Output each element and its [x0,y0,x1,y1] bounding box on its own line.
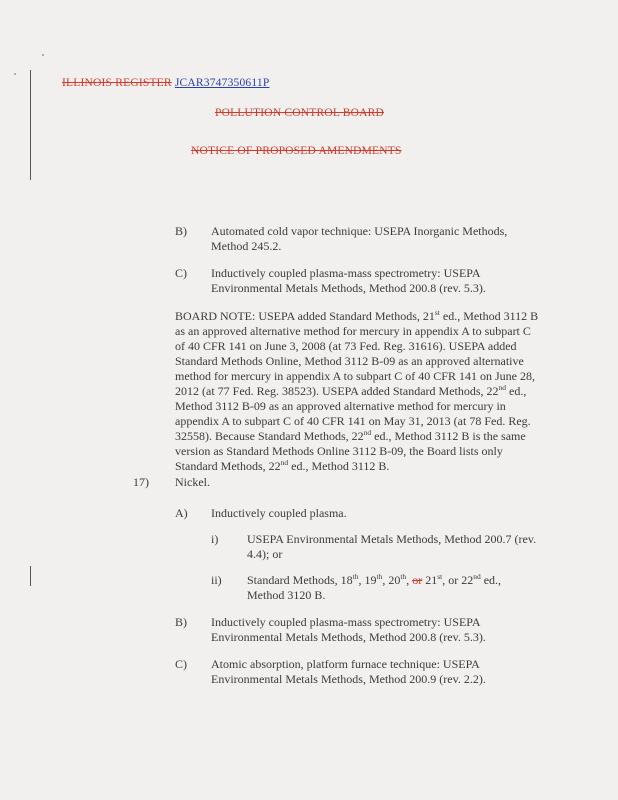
section-number: 17) [133,475,149,489]
struck-text: or [412,573,423,587]
subitem-label: i) [211,532,219,546]
register-header [62,77,269,89]
subitem-label: ii) [211,573,222,587]
subitem-text: Standard Methods, 18th, 19th, 20th, or 21st, or 22nd ed., Method 3120 B. [247,572,502,602]
revision-margin-bar [30,70,31,180]
item-label: B) [175,615,187,629]
item-text: Atomic absorption, platform furnace technique: USEPA Environmental Metals Methods, Method 200.9 (rev. 2.2). [211,657,486,686]
item-text: Inductively coupled plasma-mass spectrometry: USEPA Environmental Metals Methods, Method 200.8 (rev. 5.3). [211,615,486,644]
item-text: Inductively coupled plasma. [211,506,347,520]
item-label: A) [175,506,188,520]
register-struck: ILLINOIS REGISTER [62,77,172,89]
subitem-text: USEPA Environmental Metals Methods, Method 200.7 (rev. 4.4); or [247,532,537,561]
board-header: POLLUTION CONTROL BOARD [215,107,385,119]
item-text: Inductively coupled plasma-mass spectrometry: USEPA Environmental Metals Methods, Method 200.8 (rev. 5.3). [211,266,486,295]
revision-margin-bar [30,566,31,586]
notice-header: NOTICE OF PROPOSED AMENDMENTS [191,145,402,157]
item-label: B) [175,224,187,238]
register-inserted: JCAR3747350611P [174,77,270,89]
item-label: C) [175,266,187,280]
board-note: BOARD NOTE: USEPA added Standard Methods, 21st ed., Method 3112 B as an approved alternative method for mercury in appendix A to subpart C of 40 CFR 141 on June 3, 2008 (at 73 Fed. Reg. 31616). USEPA added Standard Methods Online, Method 3112 B-09 as an approved alternative method for mercury in appendix A to subpart C of 40 CFR 141 on June 28, 2012 (at 77 Fed. Reg. 38523). USEPA added Standard Methods, 22nd ed., Method 3112 B-09 as an approved alternative method for mercury in appendix A to subpart C of 40 CFR 141 on May 31, 2013 (at 78 Fed. Reg. 32558). Because Standard Methods, 22nd ed., Method 3112 B is the same version as Standard Methods Online 3112 B-09, the Board lists only Standard Methods, 22nd ed., Method 3112 B. [175,308,539,473]
item-label: C) [175,657,187,671]
item-text: Automated cold vapor technique: USEPA Inorganic Methods, Method 245.2. [211,224,508,253]
scan-speck [42,54,44,56]
section-title: Nickel. [175,475,210,489]
scan-speck [14,73,16,75]
